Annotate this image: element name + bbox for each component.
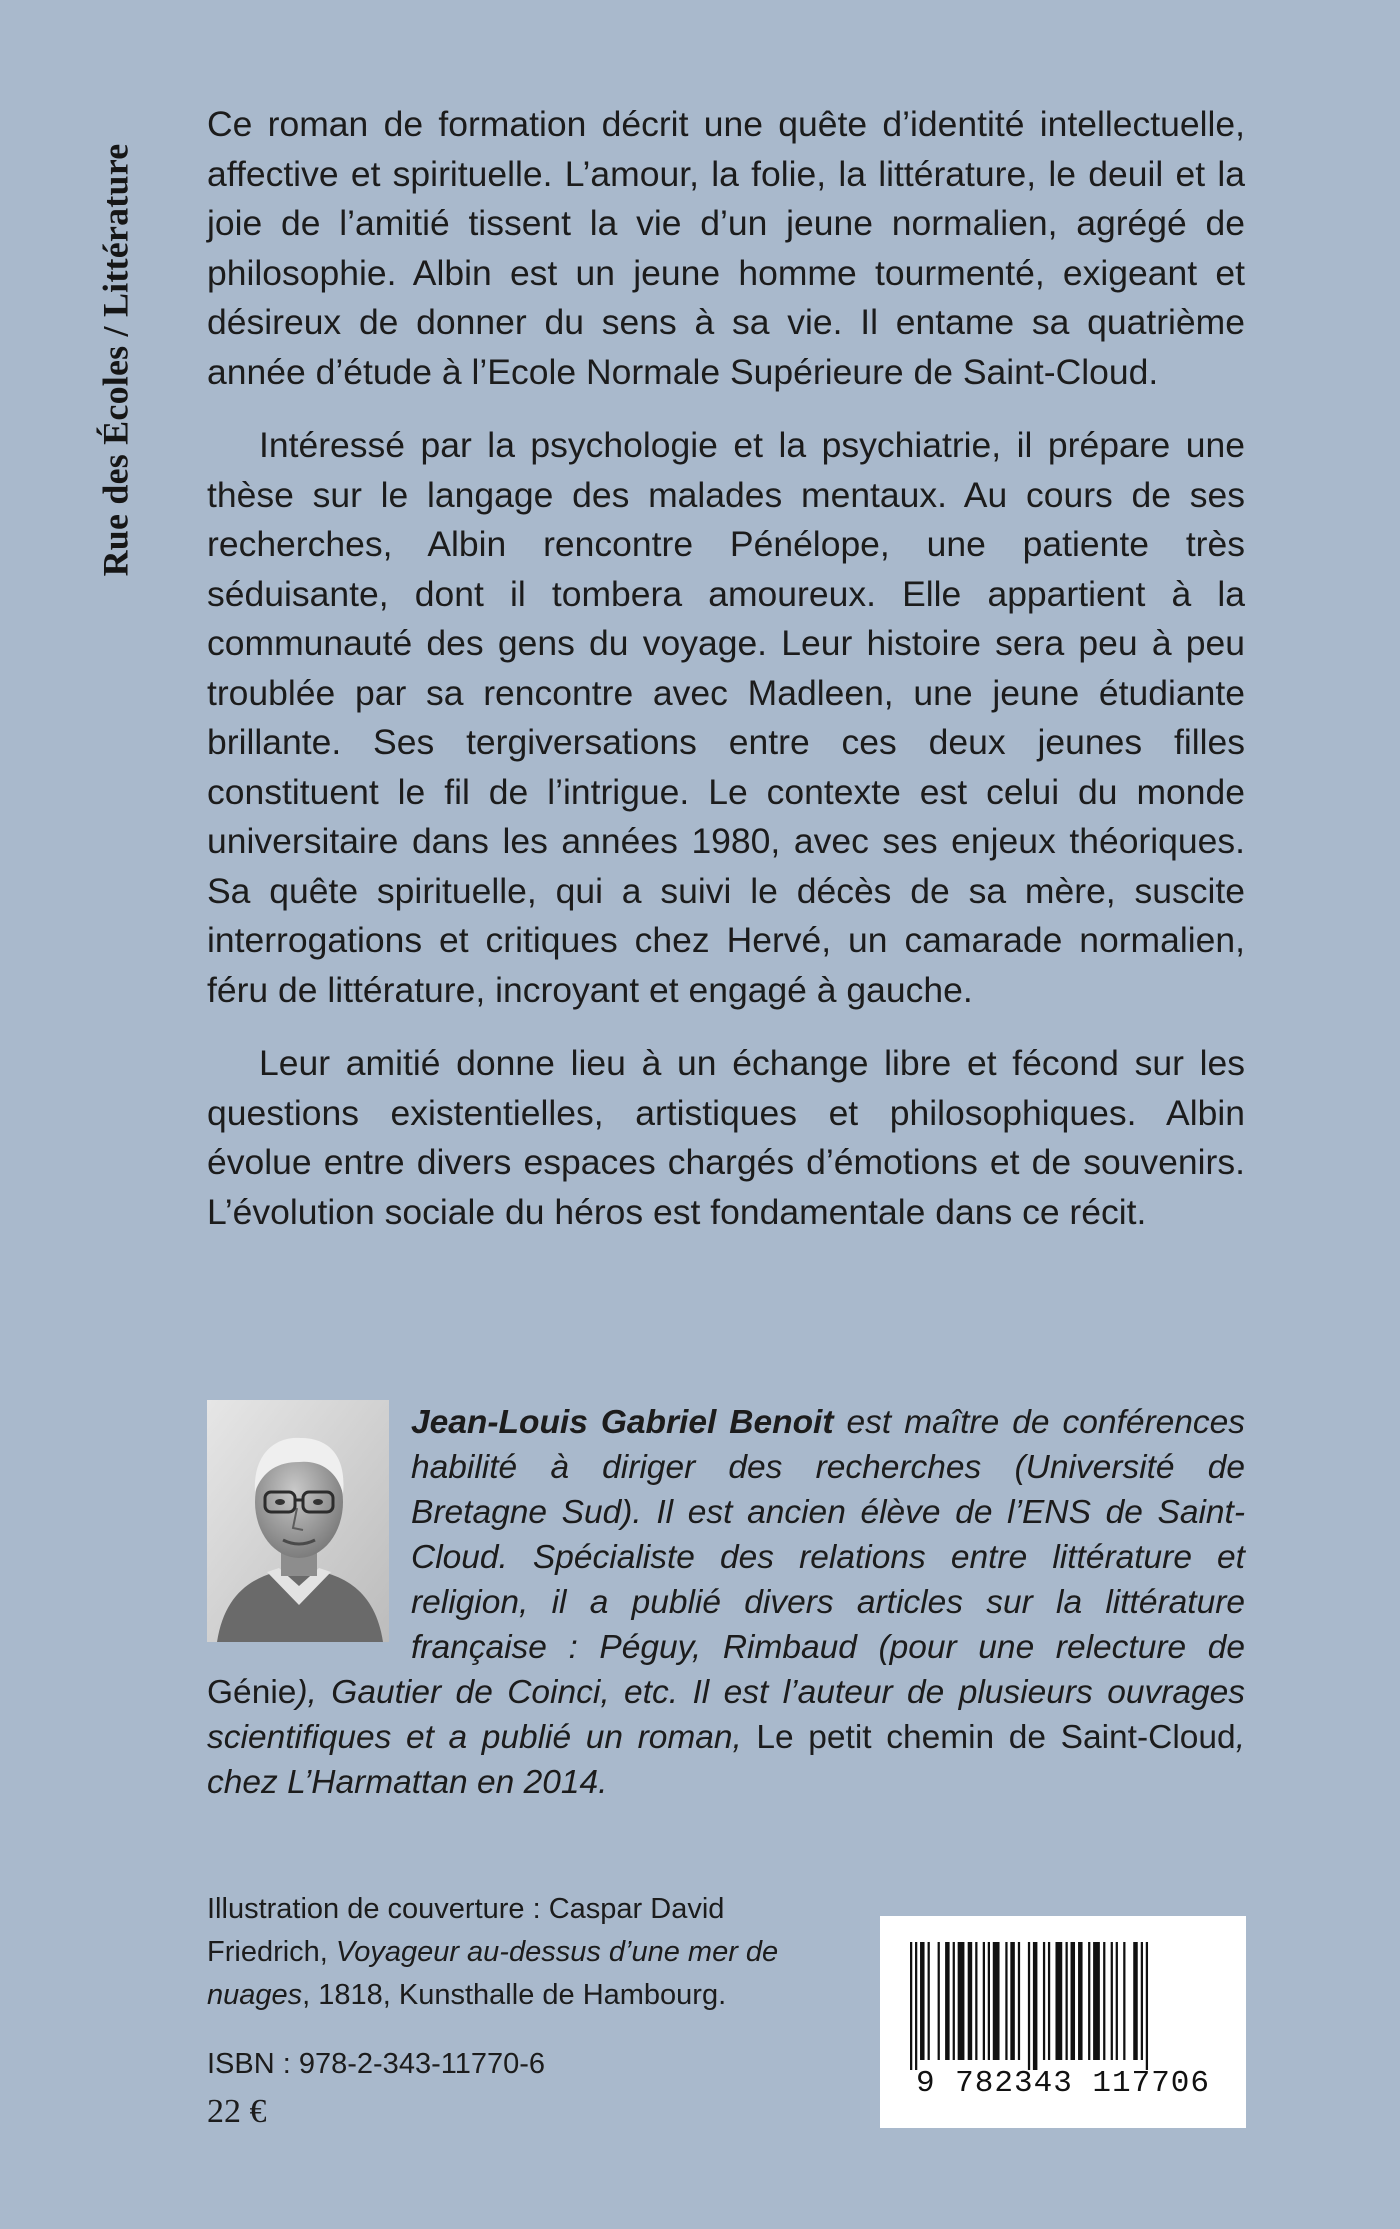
author-photo — [207, 1400, 389, 1642]
barcode-bar — [1123, 1942, 1125, 2060]
summary-paragraph-2: Intéressé par la psychologie et la psychiatrie, il prépare une thèse sur le langage des malades mentaux. Au cours de ses recherches, Albin rencontre Pénélope, une patiente très séduisante, dont il tombera amoureux. Elle appartient à la communauté des gens du voyage. Leur histoire sera peu à peu troublée par sa rencontre avec Madleen, une jeune étudiante brillante. Ses tergiversations entre ces deux jeunes filles constituent le fil de l’intrigue. Le contexte est celui du monde universitaire dans les années 1980, avec ses enjeux théoriques. Sa quête spirituelle, qui a suivi le décès de sa mère, suscite interrogations et critiques chez Hervé, un camarade normalien, féru de littérature, incroyant et engagé à gauche. — [207, 425, 1245, 1010]
barcode-bar — [968, 1942, 973, 2060]
barcode-bar — [983, 1942, 985, 2060]
barcode-bar — [910, 1942, 912, 2070]
barcode-digits: 9 782343 117706 — [915, 2066, 1211, 2101]
author-bio-text-2: ), Gautier de Coinci, etc. Il est l’auteur de plusieurs ouvrages scientifiques et a publié un roman, — [207, 1674, 1245, 1756]
isbn-number: ISBN : 978-2-343-11770-6 — [207, 2048, 546, 2080]
barcode-bar — [1141, 1942, 1143, 2060]
barcode-bar — [993, 1942, 1000, 2060]
author-name: Jean-Louis Gabriel Benoit — [411, 1404, 834, 1441]
barcode-bar — [1111, 1942, 1113, 2060]
barcode-bar — [988, 1942, 990, 2060]
author-bio-text-3: , chez L’Harmattan en 2014. — [207, 1719, 1245, 1801]
barcode-bar — [938, 1942, 940, 2060]
barcode-bar — [1018, 1942, 1020, 2060]
barcode-bar — [1010, 1942, 1015, 2060]
barcode-bar — [1033, 1942, 1038, 2070]
barcode-bar — [1116, 1942, 1118, 2060]
barcode-bar — [975, 1942, 977, 2060]
author-bio — [207, 1400, 1245, 1805]
barcode-bar — [1093, 1942, 1100, 2060]
series-spine-title — [88, 100, 142, 620]
barcode-bar — [1043, 1942, 1045, 2060]
barcode-bar — [915, 1942, 917, 2070]
barcode-icon — [910, 1942, 1216, 2070]
illustration-prefix: Illustration de couverture : Caspar David Friedrich, — [207, 1893, 725, 1968]
barcode-bar — [1146, 1942, 1148, 2070]
illustration-suffix: , 1818, Kunsthalle de Hambourg. — [302, 1979, 727, 2011]
illustration-work-title: Voyageur au-dessus d’une mer de nuages — [207, 1936, 779, 2011]
cover-illustration-credit — [207, 1888, 847, 2017]
barcode-bar — [1028, 1942, 1030, 2070]
barcode-bar — [1133, 1942, 1138, 2060]
barcode-bar — [1048, 1942, 1050, 2060]
barcode-bar — [945, 1942, 950, 2060]
barcode-bar — [1078, 1942, 1083, 2060]
author-novel-title: Le petit chemin de Saint-Cloud — [756, 1719, 1236, 1756]
barcode-bar — [1055, 1942, 1062, 2060]
barcode-bar — [920, 1942, 925, 2060]
barcode-bar — [953, 1942, 955, 2060]
barcode-bar — [1066, 1942, 1068, 2060]
author-portrait-icon — [207, 1400, 389, 1642]
author-bio-text-1: est maître de conférences habilité à diriger des recherches (Université de Bretagne Sud). Il est ancien élève de l’ENS de Saint-Cloud. Spécialiste des relations entre littérature et religion, il a publié divers articles sur la littérature française : Péguy, Rimbaud (pour une relecture de — [411, 1404, 1245, 1666]
author-bio-genie: Génie — [207, 1674, 297, 1711]
barcode-bar — [1103, 1942, 1105, 2060]
barcode — [880, 1916, 1246, 2128]
summary-paragraph-3: Leur amitié donne lieu à un échange libre et fécond sur les questions existentielles, artistiques et philosophiques. Albin évolue entre divers espaces chargés d’émotions et de souvenirs. L’évolution sociale du héros est fondamentale dans ce récit. — [207, 1043, 1245, 1232]
barcode-bar — [958, 1942, 965, 2060]
barcode-bar — [928, 1942, 930, 2060]
barcode-bar — [1088, 1942, 1090, 2060]
series-title-text: Rue des Écoles / Littérature — [95, 143, 136, 577]
book-summary — [207, 100, 1245, 1261]
barcode-bar — [1005, 1942, 1007, 2060]
summary-paragraph-1: Ce roman de formation décrit une quête d’identité intellectuelle, affective et spirituelle. L’amour, la folie, la littérature, le deuil et la joie de l’amitié tissent la vie d’un jeune normalien, agrégé de philosophie. Albin est un jeune homme tourmenté, exigeant et désireux de donner du sens à sa vie. Il entame sa quatrième année d’étude à l’Ecole Normale Supérieure de Saint-Cloud. — [207, 104, 1245, 392]
price: 22 € — [207, 2093, 267, 2130]
barcode-bar — [1071, 1942, 1076, 2060]
